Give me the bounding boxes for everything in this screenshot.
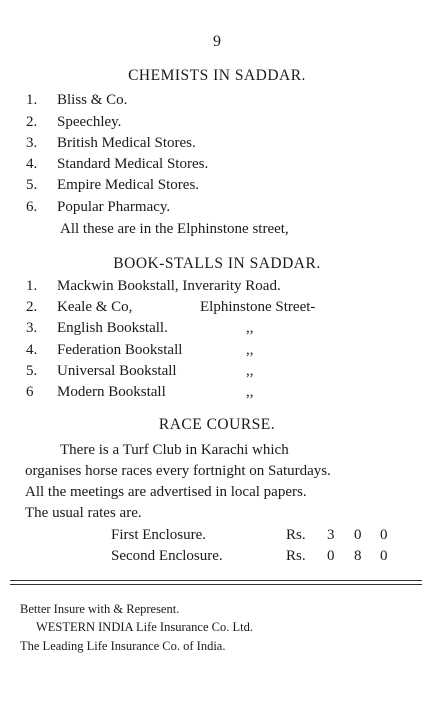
- rate-rupees: 3: [327, 527, 335, 543]
- footer-line: The Leading Life Insurance Co. of India.: [20, 639, 226, 653]
- item-name: Speechley.: [57, 114, 122, 130]
- ditto-mark: ,,: [246, 342, 254, 358]
- rate-currency: Rs.: [286, 548, 306, 564]
- rate-rupees: 0: [327, 548, 335, 564]
- item-number: 2.: [26, 114, 38, 130]
- race-course-paragraph-line: All the meetings are advertised in local papers.: [25, 484, 307, 500]
- footer-line: Better Insure with & Represent.: [20, 602, 180, 616]
- item-name: Bliss & Co.: [57, 92, 128, 108]
- divider-rule: [10, 580, 422, 581]
- race-course-paragraph-line: There is a Turf Club in Karachi which: [60, 442, 289, 458]
- item-number: 2.: [26, 299, 38, 315]
- item-number: 3.: [26, 135, 38, 151]
- race-course-heading: RACE COURSE.: [158, 416, 276, 433]
- item-number: 3.: [26, 320, 38, 336]
- item-name: Empire Medical Stores.: [57, 177, 200, 193]
- rate-label: Second Enclosure.: [111, 548, 223, 564]
- ditto-mark: ,,: [246, 363, 254, 379]
- item-number: 4.: [26, 156, 38, 172]
- item-name: English Bookstall.: [57, 320, 168, 336]
- item-name: Popular Pharmacy.: [57, 199, 171, 215]
- rate-annas: 8: [354, 548, 362, 564]
- item-name: Standard Medical Stores.: [57, 156, 209, 172]
- page-number: 9: [213, 33, 221, 50]
- item-number: 5.: [26, 177, 38, 193]
- rate-annas: 0: [354, 527, 362, 543]
- rate-label: First Enclosure.: [111, 527, 206, 543]
- item-number: 6.: [26, 199, 38, 215]
- item-name: Universal Bookstall: [57, 363, 177, 379]
- item-number: 6: [26, 384, 34, 400]
- chemists-heading: CHEMISTS IN SADDAR.: [128, 67, 306, 84]
- item-location: Elphinstone Street-: [200, 299, 316, 315]
- divider-rule: [10, 584, 422, 585]
- race-course-paragraph-line: The usual rates are.: [25, 505, 142, 521]
- chemists-note: All these are in the Elphinstone street,: [60, 221, 289, 237]
- rate-row: [0, 527, 434, 547]
- footer-line: WESTERN INDIA Life Insurance Co. Ltd.: [36, 620, 253, 634]
- item-number: 5.: [26, 363, 38, 379]
- item-name: Federation Bookstall: [57, 342, 183, 358]
- item-number: 1.: [26, 92, 38, 108]
- item-name: Keale & Co,: [57, 299, 133, 315]
- race-course-paragraph-line: organises horse races every fortnight on Saturdays.: [25, 463, 331, 479]
- rate-pies: 0: [380, 548, 388, 564]
- item-number: 4.: [26, 342, 38, 358]
- item-name: Mackwin Bookstall, Inverarity Road.: [57, 278, 281, 294]
- rate-pies: 0: [380, 527, 388, 543]
- ditto-mark: ,,: [246, 384, 254, 400]
- ditto-mark: ,,: [246, 320, 254, 336]
- item-name: British Medical Stores.: [57, 135, 196, 151]
- item-name: Modern Bookstall: [57, 384, 166, 400]
- rate-currency: Rs.: [286, 527, 306, 543]
- item-number: 1.: [26, 278, 38, 294]
- bookstalls-heading: BOOK-STALLS IN SADDAR.: [113, 255, 321, 272]
- rate-row: [0, 548, 434, 568]
